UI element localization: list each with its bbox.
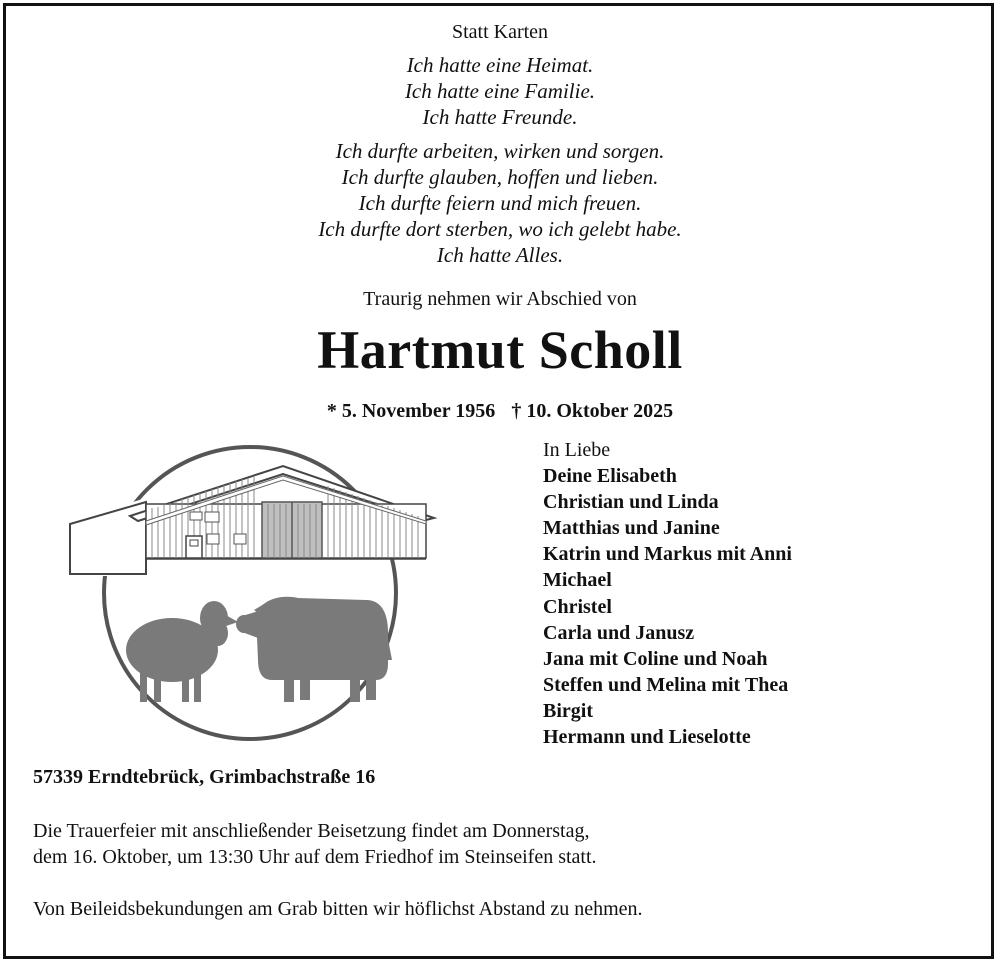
statt-karten-heading: Statt Karten: [451, 21, 549, 43]
cow-silhouette: [236, 597, 392, 702]
mourner-name: Matthias und Janine: [543, 517, 720, 540]
sheep-silhouette: [126, 601, 238, 702]
family-address: 57339 Erndtebrück, Grimbachstraße 16: [33, 766, 376, 788]
mourner-name: Birgit: [543, 699, 593, 722]
mourner-name: Christel: [543, 595, 612, 618]
poem-line: Ich hatte eine Heimat.: [406, 53, 594, 77]
poem-stanza-2: [0, 138, 1000, 268]
birth-date: * 5. November 1956: [326, 400, 496, 422]
mourner-name: Deine Elisabeth: [543, 465, 677, 488]
poem-line: Ich hatte Freunde.: [422, 105, 578, 129]
poem-line: Ich hatte eine Familie.: [404, 79, 596, 103]
farm-logo-icon: [66, 428, 438, 758]
poem-line: Ich durfte dort sterben, wo ich gelebt habe.: [318, 217, 682, 241]
mourners-list: [543, 437, 792, 750]
death-date: † 10. Oktober 2025: [511, 400, 674, 422]
mourner-name: Christian und Linda: [543, 491, 719, 514]
poem-line: Ich durfte arbeiten, wirken und sorgen.: [335, 139, 665, 163]
poem-line: Ich hatte Alles.: [436, 243, 564, 267]
poem-line: Ich durfte glauben, hoffen und lieben.: [341, 165, 659, 189]
condolence-note: Von Beileidsbekundungen am Grab bitten wir höflichst Abstand zu nehmen.: [33, 898, 643, 920]
poem-stanza-1: [0, 52, 1000, 130]
deceased-name: Hartmut Scholl: [317, 320, 683, 380]
funeral-info-line: dem 16. Oktober, um 13:30 Uhr auf dem Friedhof im Steinseifen statt.: [33, 846, 597, 868]
funeral-info: [33, 818, 597, 870]
mourner-name: Steffen und Melina mit Thea: [543, 673, 789, 696]
mourner-name: Hermann und Lieselotte: [543, 726, 751, 749]
funeral-info-line: Die Trauerfeier mit anschließender Beisetzung findet am Donnerstag,: [33, 820, 590, 842]
barn-shed: [70, 502, 146, 574]
poem-line: Ich durfte feiern und mich freuen.: [358, 191, 642, 215]
mourner-name: Carla und Janusz: [543, 621, 695, 644]
mourner-name: Katrin und Markus mit Anni: [543, 543, 792, 566]
mourner-name: Michael: [543, 569, 612, 592]
farewell-intro: Traurig nehmen wir Abschied von: [363, 288, 637, 310]
life-dates: [0, 398, 1000, 424]
mourners-intro: In Liebe: [543, 439, 611, 461]
barn-door: [262, 502, 322, 558]
mourner-name: Jana mit Coline und Noah: [543, 647, 768, 670]
